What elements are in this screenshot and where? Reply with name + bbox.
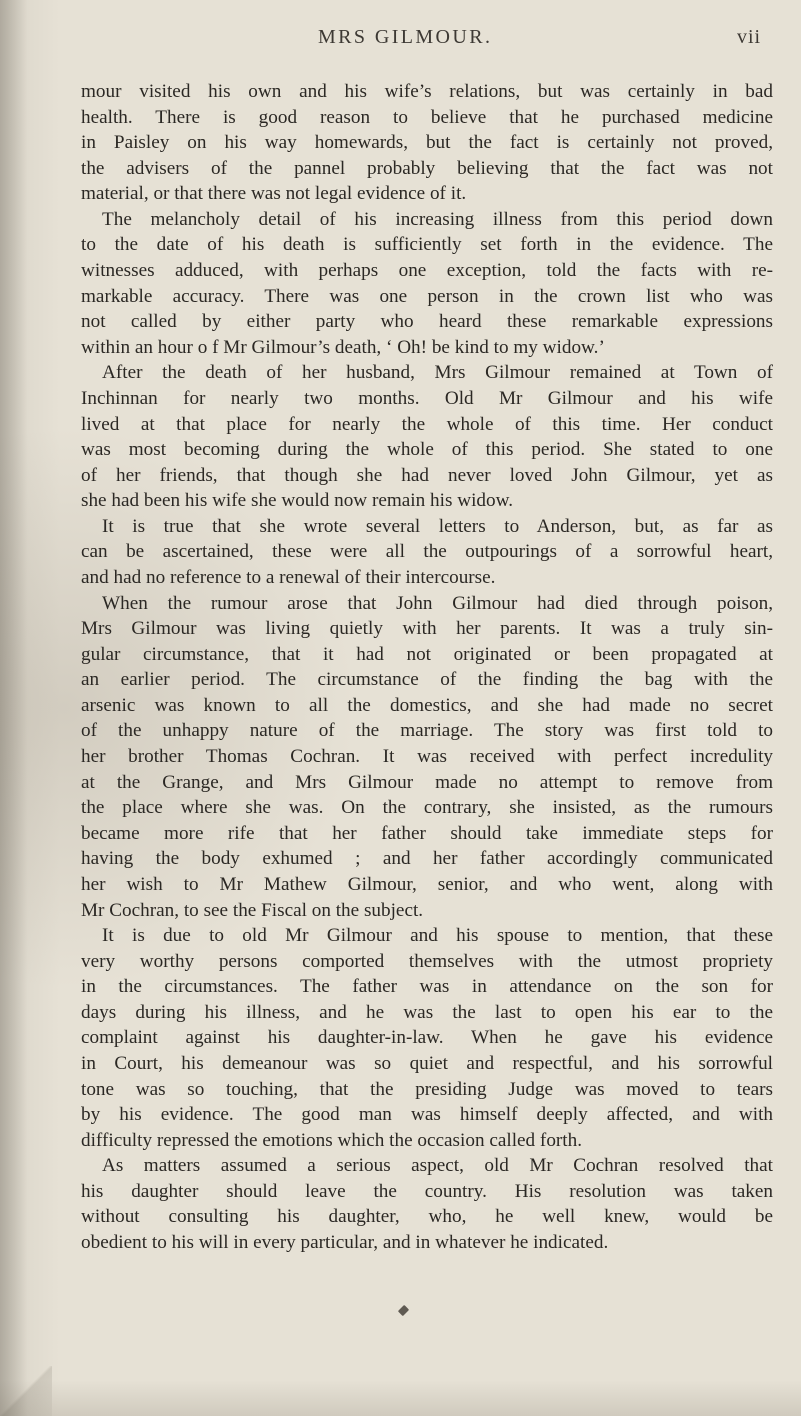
text-line: and had no reference to a renewal of their intercourse. [81, 566, 496, 588]
paragraph-start-line: As matters assumed a serious aspect, old Mr Cochran resolved that [102, 1155, 773, 1177]
text-line: his daughter should leave the country. His resolution was taken [81, 1180, 773, 1202]
text-line: health. There is good reason to believe that he purchased medicine [81, 106, 773, 128]
text-line: very worthy persons comported themselves with the utmost propriety [81, 950, 773, 972]
text-line: obedient to his will in every particular, and in whatever he indicated. [81, 1232, 609, 1254]
text-line: the place where she was. On the contrary, she insisted, as the rumours [81, 797, 773, 819]
running-title: MRS GILMOUR. [318, 26, 493, 48]
text-line: was most becoming during the whole of this period. She stated to one [81, 439, 773, 461]
text-line: to the date of his death is sufficiently set forth in the evidence. The [81, 234, 773, 256]
text-line: arsenic was known to all the domestics, and she had made no secret [81, 694, 773, 716]
text-line: the advisers of the pannel probably believing that the fact was not [81, 157, 773, 179]
text-line: days during his illness, and he was the last to open his ear to the [81, 1001, 773, 1023]
text-line: Inchinnan for nearly two months. Old Mr Gilmour and his wife [81, 387, 773, 409]
text-line: in Court, his demeanour was so quiet and respectful, and his sorrowful [81, 1052, 773, 1074]
text-line: an earlier period. The circumstance of the finding the bag with the [81, 669, 773, 691]
page-bottom-shadow [0, 1380, 801, 1416]
gutter-shadow [0, 0, 28, 1416]
paragraph-start-line: After the death of her husband, Mrs Gilmour remained at Town of [102, 362, 773, 384]
text-line: tone was so touching, that the presiding Judge was moved to tears [81, 1078, 773, 1100]
text-line: at the Grange, and Mrs Gilmour made no attempt to remove from [81, 771, 773, 793]
text-line: she had been his wife she would now remain his widow. [81, 490, 513, 512]
text-line: gular circumstance, that it had not originated or been propagated at [81, 643, 773, 665]
body-text [81, 79, 773, 1256]
text-line: her brother Thomas Cochran. It was received with perfect incredulity [81, 746, 773, 768]
paragraph-start-line: The melancholy detail of his increasing illness from this period down [102, 208, 773, 230]
text-line: without consulting his daughter, who, he well knew, would be [81, 1206, 773, 1228]
text-line: witnesses adduced, with perhaps one exception, told the facts with re- [81, 260, 773, 282]
text-line: became more rife that her father should take immediate steps for [81, 822, 773, 844]
text-line: her wish to Mr Mathew Gilmour, senior, and who went, along with [81, 873, 773, 895]
paragraph-start-line: When the rumour arose that John Gilmour had died through poison, [102, 592, 773, 614]
text-line: mour visited his own and his wife’s relations, but was certainly in bad [81, 81, 773, 102]
text-line: of her friends, that though she had never loved John Gilmour, yet as [81, 464, 773, 486]
text-line: Mr Cochran, to see the Fiscal on the subject. [81, 899, 424, 921]
text-line: markable accuracy. There was one person in the crown list who was [81, 285, 773, 307]
ornament-mark [398, 1305, 409, 1316]
text-line: in Paisley on his way homewards, but the fact is certainly not proved, [81, 132, 773, 154]
text-line: lived at that place for nearly the whole of this time. Her conduct [81, 413, 773, 435]
running-head [0, 26, 801, 56]
text-line: complaint against his daughter-in-law. When he gave his evidence [81, 1027, 773, 1049]
text-line: in the circumstances. The father was in attendance on the son for [81, 976, 773, 998]
text-line: having the body exhumed ; and her father accordingly communicated [81, 848, 773, 870]
text-line: material, or that there was not legal evidence of it. [81, 183, 467, 205]
page-number: vii [737, 26, 762, 48]
text-line: difficulty repressed the emotions which the occasion called forth. [81, 1129, 583, 1151]
text-line: Mrs Gilmour was living quietly with her parents. It was a truly sin- [81, 618, 773, 640]
text-line: not called by either party who heard these remarkable expressions [81, 311, 773, 333]
paragraph-start-line: It is due to old Mr Gilmour and his spouse to mention, that these [102, 925, 773, 947]
text-line: can be ascertained, these were all the outpourings of a sorrowful heart, [81, 541, 773, 563]
text-line: by his evidence. The good man was himself deeply affected, and with [81, 1104, 773, 1126]
text-line: within an hour o f Mr Gilmour’s death, ‘ Oh! be kind to my widow.’ [81, 336, 605, 358]
paragraph-start-line: It is true that she wrote several letters to Anderson, but, as far as [102, 515, 773, 537]
page-fold [0, 1366, 52, 1416]
text-line: of the unhappy nature of the marriage. The story was first told to [81, 720, 773, 742]
